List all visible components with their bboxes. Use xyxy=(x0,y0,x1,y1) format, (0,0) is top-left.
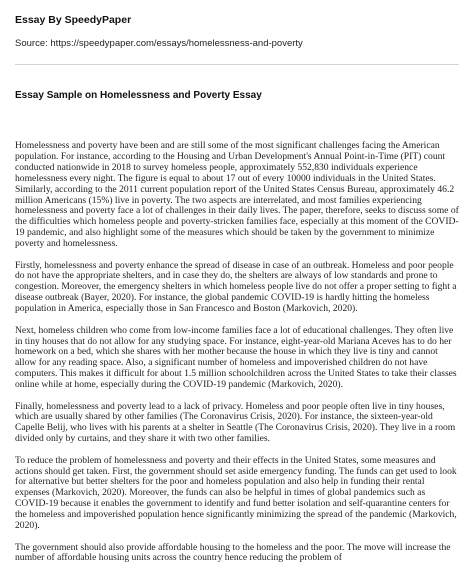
essay-paragraph: The government should also provide affordable housing to the homeless and the poor. The move will increase the number of affordable housing units across the country hence reducing the problem of xyxy=(15,541,451,564)
essay-body xyxy=(15,141,461,575)
header-divider xyxy=(15,64,459,65)
essay-paragraph: Next, homeless children who come from low-income families face a lot of educational challenges. They often live in tiny houses that do not allow for any studying space. For instance, eight-year-old Mariana Aceves has to do her homework on a bed, which she shares with her mother because the house in which they live is tiny and cannot allow for any reading space. Also, a significant number of homeless and impoverished children do not have computers. This makes it difficult for about 1.5 million schoolchildren across the United States to take their classes online while at home, especially during the COVID-19 pandemic (Markovich, 2020). xyxy=(15,324,457,391)
site-brand: Essay By SpeedyPaper xyxy=(15,14,132,26)
source-label: Source: xyxy=(15,38,48,49)
source-url[interactable]: https://speedypaper.com/essays/homelessness-and-poverty xyxy=(50,38,303,49)
essay-paragraph: Finally, homelessness and poverty lead to a lack of privacy. Homeless and poor people often live in tiny houses, which are usually shared by other families (The Coronavirus Crisis, 2020). For instance, the sixteen-year-old Capelle Belij, who lives with his parents at a shelter in Seattle (The Coronavirus Crisis, 2020). They live in a room divided only by curtains, and they share it with two other families. xyxy=(15,400,456,445)
essay-title: Essay Sample on Homelessness and Poverty Essay xyxy=(15,90,262,101)
source-line xyxy=(15,38,303,49)
essay-paragraph: Homelessness and poverty have been and are still some of the most significant challenges facing the American population. For instance, according to the Housing and Urban Development's Annual Point-in-Time (PIT) count conducted nationwide in 2018 to survey homeless people, approximately 552,830 individuals experience homelessness every night. The figure is equal to about 17 out of every 10000 individuals in the United States. Similarly, according to the 2011 current population report of the United States Census Bureau, approximately 46.2 million Americans (15%) live in poverty. The two aspects are interrelated, and most families experiencing homelessness and poverty face a lot of challenges in their daily lives. The paper, therefore, seeks to discuss some of the difficulties which homeless people and poverty-stricken families face, especially at this moment of the COVID-19 pandemic, and also highlight some of the measures which should be taken by the government to minimize poverty and homelessness. xyxy=(15,140,459,250)
essay-paragraph: To reduce the problem of homelessness and poverty and their effects in the United States, some measures and actions should get taken. First, the government should set aside emergency funding. The funds can get used to look for alternative but better shelters for the poor and homeless population and also help in funding their rental expenses (Markovich, 2020). Moreover, the funds can also be helpful in times of global pandemics such as COVID-19 because it enables the government to identify and fund better isolation and self-quarantine centers for the homeless and impoverished population hence significantly minimizing the spread of the pandemic (Markovich, 2020). xyxy=(15,454,457,532)
essay-paragraph: Firstly, homelessness and poverty enhance the spread of disease in case of an outbreak. Homeless and poor people do not have the appropriate shelters, and in case they do, the shelters are always of low standards and prone to congestion. Moreover, the emergency shelters in which homeless people live do not offer a proper setting to fight a disease outbreak (Bayer, 2020). For instance, the global pandemic COVID-19 is hardly hitting the homeless population in America, especially those in San Francesco and Boston (Markovich, 2020). xyxy=(15,259,457,315)
